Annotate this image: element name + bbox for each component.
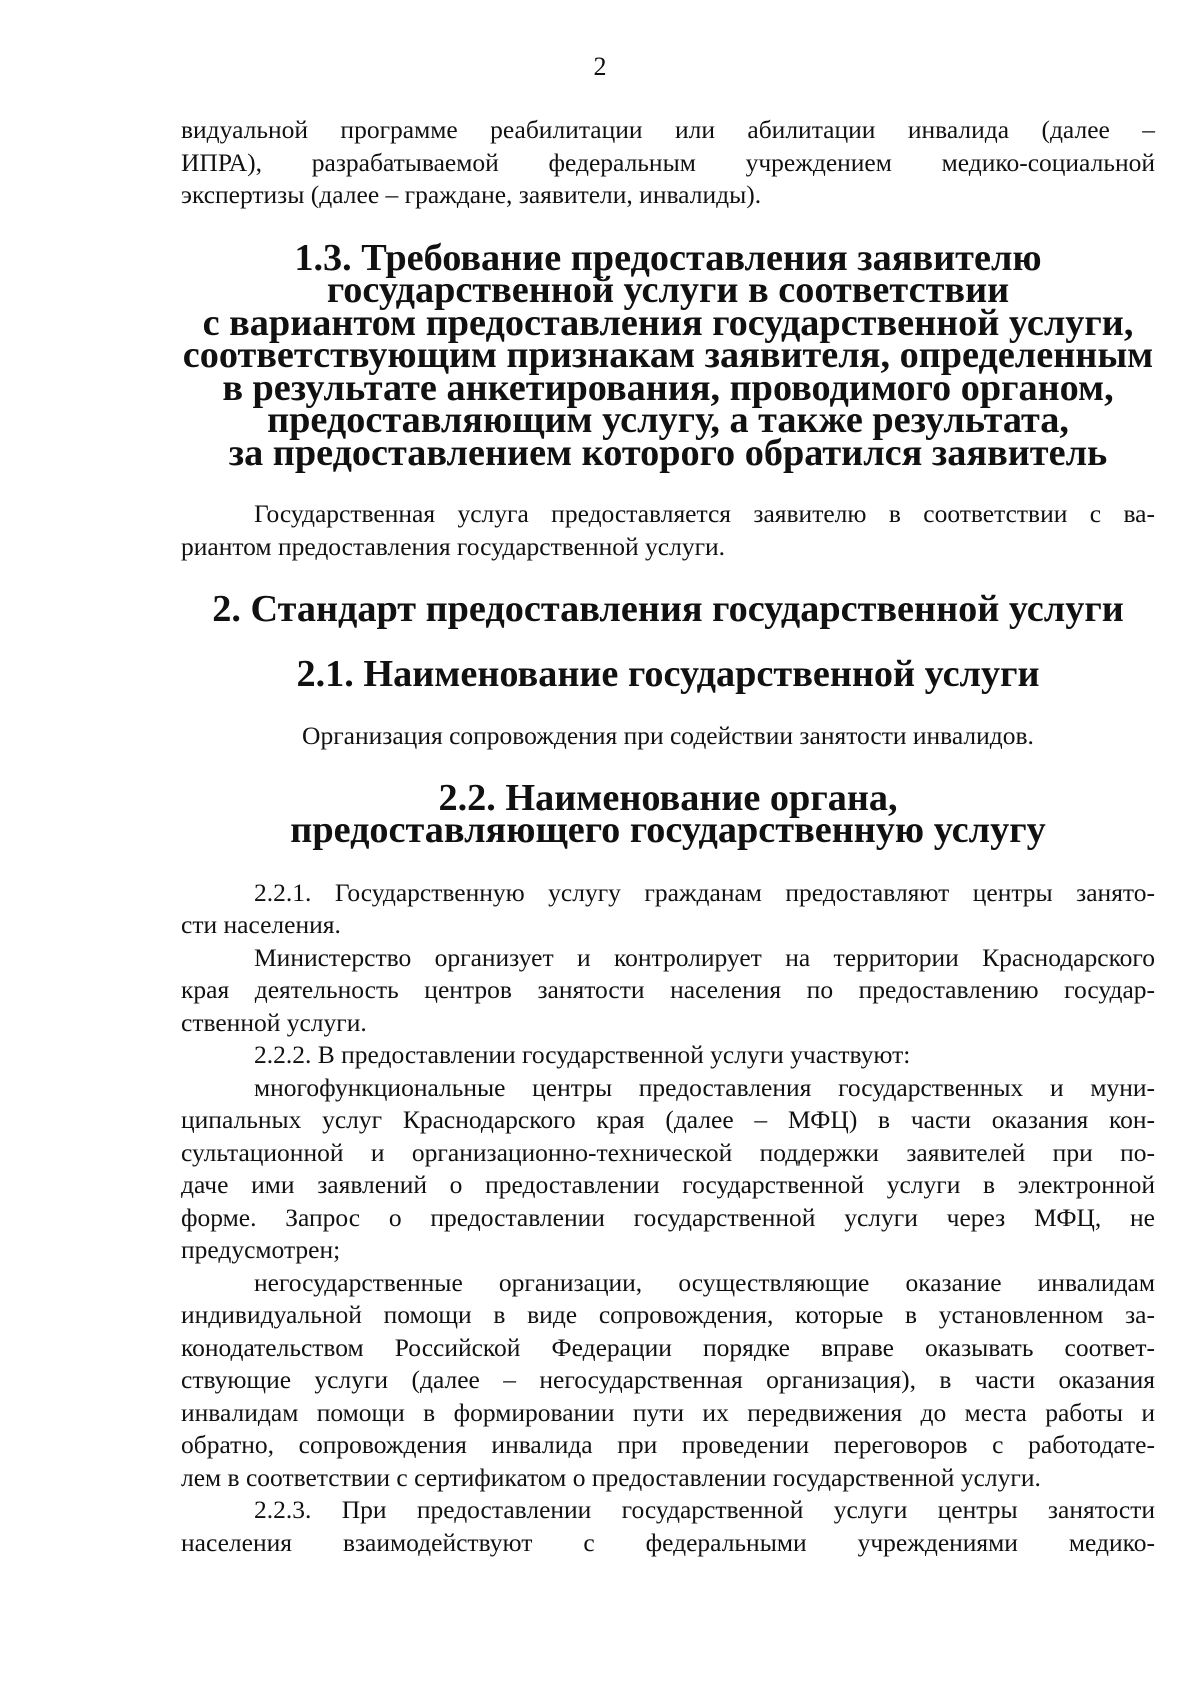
text-line: конодательством Российской Федерации порядке вправе оказывать соответ- — [181, 1332, 1155, 1362]
text-line: ственной услуги. — [181, 1007, 367, 1037]
text-line: 2.2.1. Государственную услугу гражданам предоставляют центры занято- — [254, 877, 1155, 907]
text-line: предусмотрен; — [181, 1235, 341, 1264]
document-body — [181, 114, 1155, 1559]
heading-line: в результате анкетирования, проводимого органом, — [222, 366, 1114, 409]
text-line: края деятельность центров занятости населения по предоставлению государ- — [181, 975, 1155, 1004]
text-line: даче ими заявлений о предоставлении государственной услуги в электронной — [181, 1170, 1155, 1199]
section-heading-2: 2. Стандарт предоставления государственной услуги — [212, 588, 1124, 630]
paragraph-mfc — [181, 1072, 1155, 1267]
paragraph-ngo — [181, 1267, 1155, 1495]
paragraph-ministry — [181, 942, 1155, 1040]
text-line: экспертизы (далее – граждане, заявители, инвалиды). — [181, 180, 762, 209]
text-line: обратно, сопровождения инвалида при проведении переговоров с работодате- — [181, 1430, 1155, 1459]
text-line: негосударственные организации, осуществляющие оказание инвалидам — [254, 1267, 1155, 1297]
heading-line: с вариантом предоставления государственной услуги, — [202, 301, 1134, 344]
text-line: риантом предоставления государственной услуги. — [181, 531, 726, 561]
text-line: сультационной и организационно-технической поддержки заявителей при по- — [181, 1137, 1155, 1167]
section-heading-2-2 — [181, 776, 1155, 851]
section-1-3-paragraph — [181, 498, 1155, 563]
text-line: ципальных услуг Краснодарского края (далее – МФЦ) в части оказания кон- — [181, 1105, 1155, 1134]
heading-line: государственной услуги в соответствии — [326, 269, 1010, 311]
text-line: 2.2.3. При предоставлении государственной услуги центры занятости — [254, 1495, 1155, 1524]
text-line: ствующие услуги (далее – негосударственная организация), в части оказания — [181, 1365, 1155, 1394]
paragraph-2-2-3 — [181, 1494, 1155, 1559]
text-line: лем в соответствии с сертификатом о предоставлении государственной услуги. — [181, 1462, 1041, 1492]
text-line: населения взаимодействуют с федеральными учреждениями медико- — [181, 1527, 1155, 1557]
heading-line: 2.2. Наименование органа, — [438, 776, 898, 819]
text-line: Министерство организует и контролирует на территории Краснодарского — [254, 942, 1155, 972]
text-line: ИПРА), разрабатываемой федеральным учреждением медико-социальной — [181, 147, 1155, 177]
intro-paragraph — [181, 114, 1155, 212]
text-line: Государственная услуга предоставляется заявителю в соответствии с ва- — [254, 499, 1155, 528]
section-heading-1-3 — [181, 236, 1155, 474]
heading-line: 1.3. Требование предоставления заявителю — [294, 236, 1042, 279]
paragraph-2-2-2 — [181, 1039, 1155, 1072]
paragraph-2-2-1 — [181, 877, 1155, 942]
section-2-1-paragraph: Организация сопровождения при содействии занятости инвалидов. — [302, 721, 1034, 750]
heading-line: соответствующим признакам заявителя, определенным — [182, 334, 1154, 376]
section-heading-2-1: 2.1. Наименование государственной услуги — [296, 652, 1040, 695]
text-line: видуальной программе реабилитации или абилитации инвалида (далее – — [181, 115, 1155, 144]
text-line: форме. Запрос о предоставлении государственной услуги через МФЦ, не — [181, 1202, 1155, 1232]
page-number: 2 — [593, 52, 607, 81]
heading-line: предоставляющего государственную услугу — [290, 809, 1046, 851]
text-line: инвалидам помощи в формировании пути их передвижения до места работы и — [181, 1397, 1155, 1427]
text-line: сти населения. — [181, 910, 341, 939]
heading-line: за предоставлением которого обратился заявитель — [228, 431, 1108, 474]
text-line: индивидуальной помощи в виде сопровождения, которые в установленном за- — [181, 1300, 1155, 1329]
heading-line: предоставляющим услугу, а также результата, — [267, 399, 1069, 441]
text-line: многофункциональные центры предоставления государственных и муни- — [254, 1072, 1155, 1102]
text-line: 2.2.2. В предоставлении государственной услуги участвуют: — [254, 1040, 911, 1069]
